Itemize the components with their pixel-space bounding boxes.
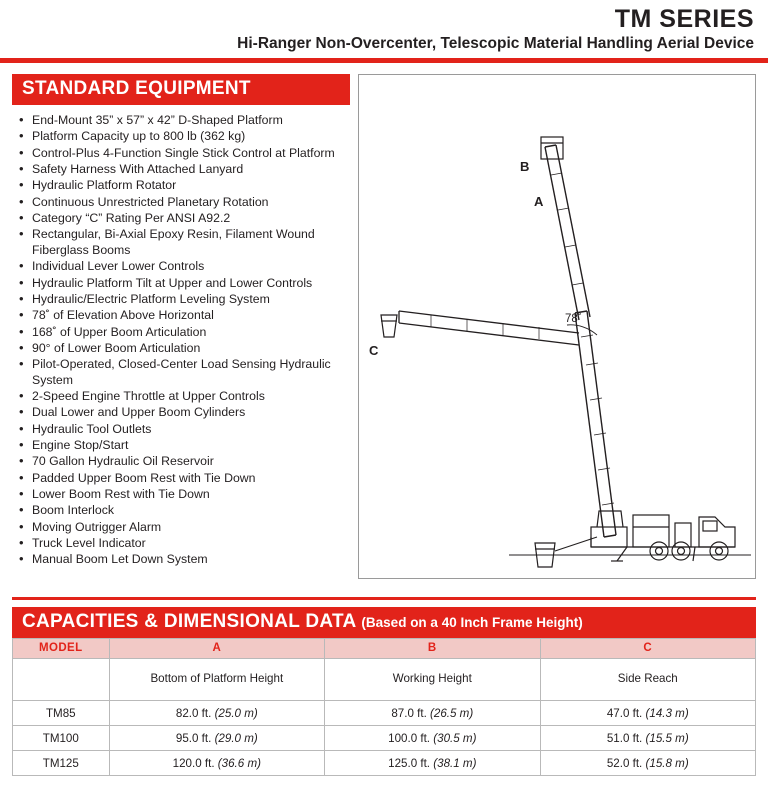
list-item: • Hydraulic Tool Outlets (16, 422, 350, 438)
cell-b (325, 726, 540, 751)
standard-equipment-list (12, 113, 350, 568)
cell-a (109, 726, 324, 751)
page-header (0, 0, 768, 52)
capacities-heading-note: (Based on a 40 Inch Frame Height) (361, 615, 583, 631)
value-ft: 82.0 ft. (175, 706, 212, 720)
list-item: • Rectangular, Bi-Axial Epoxy Resin, Filament Wound Fiberglass Booms (16, 227, 350, 259)
cell-model: TM100 (13, 726, 110, 751)
value-m: (29.0 m) (214, 731, 258, 745)
cell-c (540, 701, 755, 726)
list-item: • Engine Stop/Start (16, 438, 350, 454)
list-item: • Padded Upper Boom Rest with Tie Down (16, 471, 350, 487)
capacities-section (0, 597, 768, 776)
illustration-panel (350, 74, 756, 579)
header-b: B (325, 639, 540, 659)
list-item: • Hydraulic Platform Rotator (16, 178, 350, 194)
header-c: C (540, 639, 755, 659)
label-b: B (520, 159, 530, 175)
capacities-divider (12, 597, 756, 600)
cell-a (109, 701, 324, 726)
list-item: • Category “C” Rating Per ANSI A92.2 (16, 211, 350, 227)
list-item: • Control-Plus 4-Function Single Stick Control at Platform (16, 146, 350, 162)
cell-model: TM125 (13, 751, 110, 776)
subheader-c: Side Reach (540, 659, 755, 701)
value-m: (14.3 m) (645, 706, 689, 720)
table-row (13, 701, 756, 726)
list-item: • 2-Speed Engine Throttle at Upper Controls (16, 389, 350, 405)
subheader-model (13, 659, 110, 701)
value-m: (25.0 m) (214, 706, 258, 720)
value-ft: 52.0 ft. (606, 756, 643, 770)
list-item: • Manual Boom Let Down System (16, 552, 350, 568)
elevation-angle-label: 78˚ (565, 313, 582, 326)
list-item: • 78˚ of Elevation Above Horizontal (16, 308, 350, 324)
value-m: (30.5 m) (433, 731, 477, 745)
value-m: (36.6 m) (217, 756, 261, 770)
value-ft: 47.0 ft. (606, 706, 643, 720)
cell-a (109, 751, 324, 776)
label-c: C (369, 343, 379, 359)
list-item: • 70 Gallon Hydraulic Oil Reservoir (16, 454, 350, 470)
value-m: (15.8 m) (645, 756, 689, 770)
page-subtitle: Hi-Ranger Non-Overcenter, Telescopic Material Handling Aerial Device (237, 35, 754, 53)
cell-b (325, 701, 540, 726)
list-item: • Dual Lower and Upper Boom Cylinders (16, 405, 350, 421)
list-item: • Pilot-Operated, Closed-Center Load Sensing Hydraulic System (16, 357, 350, 389)
list-item: • Platform Capacity up to 800 lb (362 kg) (16, 129, 350, 145)
label-a: A (534, 194, 544, 210)
value-ft: 120.0 ft. (172, 756, 215, 770)
value-ft: 51.0 ft. (606, 731, 643, 745)
table-row (13, 751, 756, 776)
list-item: • Continuous Unrestricted Planetary Rotation (16, 195, 350, 211)
list-item: • 168˚ of Upper Boom Articulation (16, 325, 350, 341)
subheader-b: Working Height (325, 659, 540, 701)
header-divider (0, 58, 768, 63)
list-item: • Safety Harness With Attached Lanyard (16, 162, 350, 178)
value-ft: 87.0 ft. (391, 706, 427, 720)
aerial-device-drawing (359, 75, 755, 578)
header-model: MODEL (13, 639, 110, 659)
value-m: (26.5 m) (430, 706, 474, 720)
cell-c (540, 726, 755, 751)
table-row (13, 726, 756, 751)
value-m: (38.1 m) (433, 756, 477, 770)
table-header-row (13, 639, 756, 659)
value-ft: 100.0 ft. (388, 731, 431, 745)
standard-equipment-panel (12, 74, 350, 579)
capacities-heading (12, 607, 756, 638)
list-item: • End-Mount 35” x 57” x 42” D-Shaped Platform (16, 113, 350, 129)
table-subheader-row (13, 659, 756, 701)
value-ft: 125.0 ft. (388, 756, 431, 770)
header-a: A (109, 639, 324, 659)
capacities-table (12, 638, 756, 776)
cell-b (325, 751, 540, 776)
list-item: • Moving Outrigger Alarm (16, 520, 350, 536)
value-m: (15.5 m) (645, 731, 689, 745)
list-item: • Boom Interlock (16, 503, 350, 519)
aerial-device-diagram (358, 74, 756, 579)
value-ft: 95.0 ft. (175, 731, 212, 745)
list-item: • 90° of Lower Boom Articulation (16, 341, 350, 357)
standard-equipment-heading: STANDARD EQUIPMENT (12, 74, 350, 105)
list-item: • Individual Lever Lower Controls (16, 259, 350, 275)
list-item: • Hydraulic Platform Tilt at Upper and Lower Controls (16, 276, 350, 292)
main-content (0, 74, 768, 579)
capacities-heading-text: CAPACITIES & DIMENSIONAL DATA (22, 611, 356, 633)
list-item: • Hydraulic/Electric Platform Leveling System (16, 292, 350, 308)
list-item: • Truck Level Indicator (16, 536, 350, 552)
page-title: TM SERIES (614, 5, 754, 33)
list-item: • Lower Boom Rest with Tie Down (16, 487, 350, 503)
cell-c (540, 751, 755, 776)
subheader-a: Bottom of Platform Height (109, 659, 324, 701)
cell-model: TM85 (13, 701, 110, 726)
